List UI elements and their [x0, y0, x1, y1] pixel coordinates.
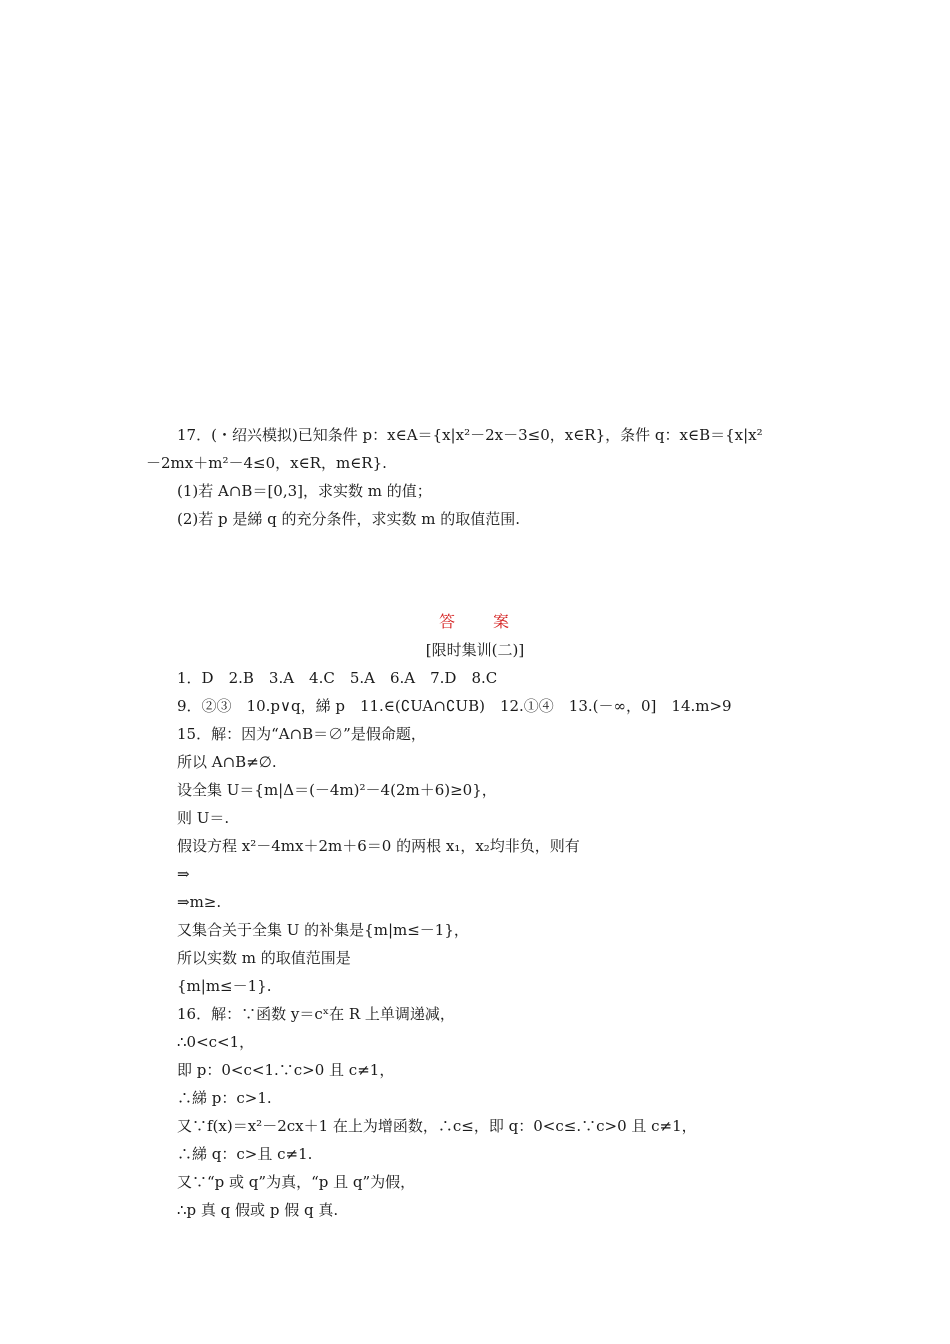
solution-16-line: 16．解：∵函数 y＝cˣ在 R 上单调递减， [177, 1005, 455, 1023]
answers-choice-row: 1．D 2.B 3.A 4.C 5.A 6.A 7.D 8.C [177, 669, 498, 687]
solution-16-line: 又∵“p 或 q”为真，“p 且 q”为假， [177, 1173, 416, 1191]
solution-16-line: ∴p 真 q 假或 p 假 q 真. [177, 1201, 339, 1219]
solution-15-line: ⇒ [177, 865, 190, 883]
solution-15-line: 所以实数 m 的取值范围是 [177, 949, 351, 967]
solution-16-line: ∴0<c<1， [177, 1033, 255, 1051]
solution-16-line: ∴綈 q：c>且 c≠1. [177, 1145, 313, 1163]
answers-fill-row: 9．②③ 10.p∨q，綈 p 11.∈(∁UA∩∁UB) 12.①④ 13.(－∞，0] 14.m>9 [177, 697, 732, 715]
solution-15-line: 15．解：因为“A∩B＝∅”是假命题， [177, 725, 426, 743]
problem-17-line-2: －2mx＋m²－4≤0，x∈R，m∈R}. [146, 454, 387, 472]
solution-15-line: ⇒m≥. [177, 893, 222, 911]
solution-16-line: 即 p：0<c<1.∵c>0 且 c≠1， [177, 1061, 395, 1079]
answers-title: 答 案 [438, 612, 511, 631]
solution-15-line: {m|m≤－1}. [177, 977, 272, 995]
problem-17-part-2: (2)若 p 是綈 q 的充分条件，求实数 m 的取值范围. [177, 510, 521, 528]
problem-17-part-1: (1)若 A∩B＝[0,3]，求实数 m 的值； [177, 482, 432, 500]
solution-15-line: 设全集 U＝{m|Δ＝(－4m)²－4(2m＋6)≥0}， [177, 781, 497, 799]
solution-15-line: 假设方程 x²－4mx＋2m＋6＝0 的两根 x₁，x₂均非负，则有 [177, 837, 580, 855]
solution-15-line: 又集合关于全集 U 的补集是{m|m≤－1}， [177, 921, 469, 939]
problem-17-line-1: 17．(・绍兴模拟)已知条件 p：x∈A＝{x|x²－2x－3≤0，x∈R}，条件 q：x∈B＝{x|x² [177, 426, 763, 444]
solution-16-line: ∴綈 p：c>1. [177, 1089, 272, 1107]
answers-subtitle: [限时集训(二)] [425, 641, 525, 659]
solution-15-line: 则 U＝. [177, 809, 230, 827]
solution-16-line: 又∵f(x)＝x²－2cx＋1 在上为增函数，∴c≤，即 q：0<c≤.∵c>0 且 c≠1， [177, 1117, 697, 1135]
solution-15-line: 所以 A∩B≠∅. [177, 753, 277, 771]
